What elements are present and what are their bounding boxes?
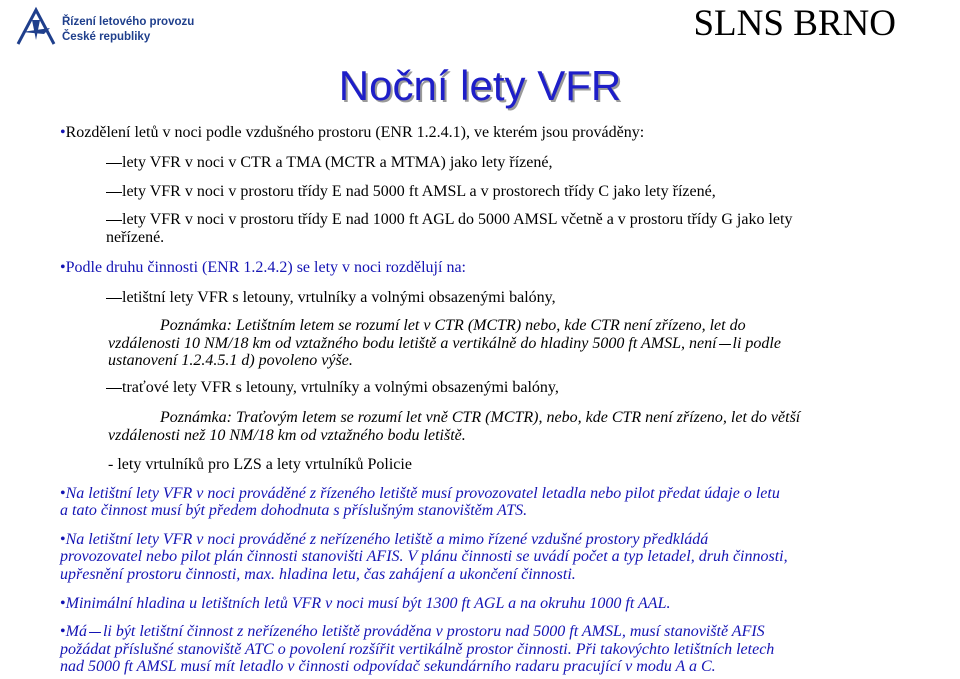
sub-item-3 xyxy=(106,210,792,229)
sub-item-1-text: lety VFR v noci v CTR a TMA (MCTR a MTMA) jako lety řízené, xyxy=(122,154,553,171)
sub-item-2 xyxy=(106,182,716,201)
sub-item-1 xyxy=(106,153,552,172)
sub-item-2-text: lety VFR v noci v prostoru třídy E nad 5000 ft AMSL a v prostorech třídy C jako lety řízené, xyxy=(122,183,716,200)
note-2-line-1: Poznámka: Traťovým letem se rozumí let vně CTR (MCTR), nebo, kde CTR není zřízeno, let do větší xyxy=(160,409,801,426)
bullet-3-text: Na letištní lety VFR v noci prováděné z řízeného letiště musí provozovatel letadla nebo pilot předat údaje o letu xyxy=(65,485,780,502)
bullet-2-text: Podle druhu činnosti (ENR 1.2.4.2) se lety v noci rozdělují na: xyxy=(65,259,466,276)
dash-icon xyxy=(106,388,122,389)
note-1-line-2-text: vzdálenosti 10 NM/18 km od vztažného bodu letiště a vertikálně do hladiny 5000 ft AMSL, není xyxy=(108,335,717,352)
sub-item-3-cont: neřízené. xyxy=(106,229,165,246)
bullet-6 xyxy=(60,622,765,641)
bullet-3-cont: a tato činnost musí být předem dohodnuta s příslušným stanovištěm ATS. xyxy=(60,502,528,519)
organization-name: SLNS BRNO xyxy=(693,3,896,44)
bullet-4-cont-1: provozovatel nebo pilot plán činnosti stanovišti AFIS. V plánu činnosti se uvádí počet a typ letadel, druh činnosti, xyxy=(60,548,788,565)
sub-item-5 xyxy=(106,378,559,397)
note-2-line-2: vzdálenosti než 10 NM/18 km od vztažného bodu letiště. xyxy=(108,427,466,444)
sub-item-4 xyxy=(106,288,556,307)
bullet-6-text: li být letištní činnost z neřízeného letiště prováděna v prostoru nad 5000 ft AMSL, musí stanoviště AFIS xyxy=(102,623,765,640)
sub-item-6: - lety vrtulníků pro LZS a lety vrtulníků Policie xyxy=(108,456,412,473)
note-1-line-3: ustanovení 1.2.4.5.1 d) povoleno výše. xyxy=(108,352,353,369)
bullet-4-cont-2: upřesnění prostoru činnosti, max. hladina letu, čas zahájení a ukončení činnosti. xyxy=(60,566,576,583)
bullet-dot-icon: • xyxy=(60,124,66,141)
dash-icon xyxy=(106,192,122,193)
bullet-dot-icon: • xyxy=(60,623,66,640)
bullet-5 xyxy=(60,594,670,613)
dash-icon xyxy=(719,344,731,345)
note-1-line-2-tail: li podle xyxy=(732,335,781,352)
bullet-6-cont-2: nad 5000 ft AMSL musí mít letadlo v činnosti odpovídač sekundárního radaru pracující v modu A a C. xyxy=(60,658,716,675)
dash-icon xyxy=(106,163,122,164)
company-logo xyxy=(14,6,214,52)
sub-item-5-text: traťové lety VFR s letouny, vrtulníky a volnými obsazenými balóny, xyxy=(122,379,559,396)
bullet-5-text: Minimální hladina u letištních letů VFR v noci musí být 1300 ft AGL a na okruhu 1000 ft AAL. xyxy=(65,595,671,612)
dash-icon xyxy=(106,298,122,299)
sub-item-3-text: lety VFR v noci v prostoru třídy E nad 1000 ft AGL do 5000 AMSL včetně a v prostoru třídy G jako lety xyxy=(122,211,793,228)
logo-line-2: České republiky xyxy=(62,31,151,43)
bullet-1 xyxy=(60,123,644,142)
bullet-dot-icon: • xyxy=(60,531,66,548)
bullet-dot-icon: • xyxy=(60,485,66,502)
bullet-6-head: Má xyxy=(65,623,87,640)
bullet-4-text: Na letištní lety VFR v noci prováděné z neřízeného letiště a mimo řízené vzdušné prostory předkládá xyxy=(65,531,709,548)
sub-item-4-text: letištní lety VFR s letouny, vrtulníky a volnými obsazenými balóny, xyxy=(122,289,556,306)
dash-icon xyxy=(106,220,122,221)
logo-line-1: Řízení letového provozu xyxy=(62,16,195,28)
bullet-dot-icon: • xyxy=(60,595,66,612)
dash-icon xyxy=(89,632,101,633)
bullet-2 xyxy=(60,258,466,277)
bullet-1-text: Rozdělení letů v noci podle vzdušného prostoru (ENR 1.2.4.1), ve kterém jsou prováděny: xyxy=(65,124,645,141)
plane-logo-icon xyxy=(14,6,58,50)
note-1-line-1: Poznámka: Letištním letem se rozumí let v CTR (MCTR) nebo, kde CTR není zřízeno, let do xyxy=(160,317,746,334)
bullet-dot-icon: • xyxy=(60,259,66,276)
page-title: Noční lety VFR xyxy=(338,62,622,109)
bullet-6-cont-1: požádat příslušné stanoviště ATC o povolení rozšířit vertikálně prostor činnosti. Při takovýchto letištních letech xyxy=(60,641,775,658)
